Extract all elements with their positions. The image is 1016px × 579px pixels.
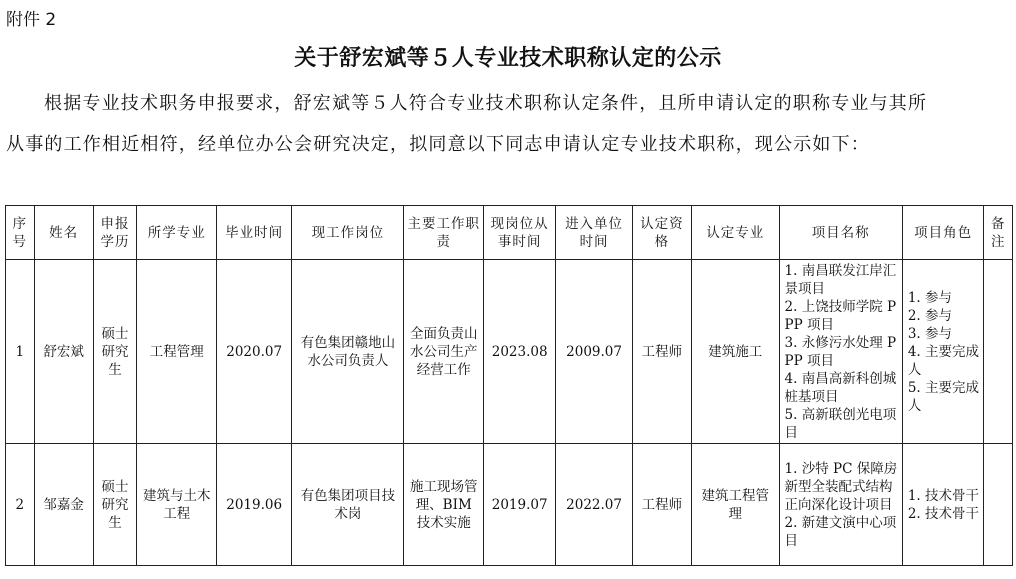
person-name: 邹嘉金 [34,444,93,566]
header-cell: 现岗位从事时间 [483,206,555,260]
header-cell: 序号 [6,206,35,260]
remark [984,444,1013,566]
main-duties: 施工现场管理、BIM 技术实施 [404,444,484,566]
role-item: 3. 参与 [907,325,953,342]
attachment-label: 附件 2 [6,10,57,30]
project-list [779,444,902,566]
major: 建筑与土木工程 [137,444,217,566]
degree: 硕士研究生 [93,260,137,444]
header-cell: 认定专业 [691,206,779,260]
qualification: 工程师 [632,444,691,566]
header-cell: 所学专业 [137,206,217,260]
specialty: 建筑施工 [691,260,779,444]
graduation-time: 2020.07 [216,260,291,444]
header-cell: 备注 [984,206,1013,260]
project-item: 2. 上饶技师学院 PPP 项目 [784,298,897,333]
remark [984,260,1013,444]
role-list [902,444,984,566]
project-list [779,260,902,444]
row-number: 1 [6,260,35,444]
post-start-time: 2019.07 [483,444,555,566]
specialty: 建筑工程管理 [691,444,779,566]
table-row [6,260,1013,444]
header-cell: 申报学历 [93,206,137,260]
qualification: 工程师 [632,260,691,444]
project-item: 4. 南昌高新科创城桩基项目 [784,370,897,405]
project-item: 5. 高新联创光电项目 [784,406,897,441]
current-position: 有色集团赣地山水公司负责人 [292,260,404,444]
join-time: 2009.07 [556,260,632,444]
row-number: 2 [6,444,35,566]
header-cell: 现工作岗位 [292,206,404,260]
header-cell: 项目角色 [902,206,984,260]
header-cell: 项目名称 [779,206,902,260]
project-item: 1. 沙特 PC 保障房新型全装配式结构正向深化设计项目 [784,460,898,513]
intro-paragraph: 根据专业技术职务申报要求，舒宏斌等５人符合专业技术职称认定条件，且所申请认定的职称专业与其所从事的工作相近相符，经单位办公会研究决定，拟同意以下同志申请认定专业技术职称，现公示如下： [6,93,928,155]
document-title: 关于舒宏斌等５人专业技术职称认定的公示 [294,45,722,71]
join-time: 2022.07 [556,444,632,566]
graduation-time: 2019.06 [216,444,291,566]
role-item: 2. 参与 [907,307,953,324]
header-cell: 主要工作职责 [404,206,484,260]
project-item: 3. 永修污水处理 PPP 项目 [784,334,897,369]
role-item: 1. 技术骨干 [907,487,980,504]
role-item: 4. 主要完成人 [907,343,980,378]
project-item: 1. 南昌联发江岸汇景项目 [784,262,897,297]
table-row [6,444,1013,566]
header-cell: 认定资格 [632,206,691,260]
header-cell: 毕业时间 [216,206,291,260]
table-header-row [6,206,1013,260]
project-item: 2. 新建文演中心项目 [784,514,897,549]
degree: 硕士研究生 [93,444,137,566]
role-item: 2. 技术骨干 [907,505,980,522]
header-cell: 进入单位时间 [556,206,632,260]
person-name: 舒宏斌 [34,260,93,444]
qualification-table [5,205,1013,566]
major: 工程管理 [137,260,217,444]
post-start-time: 2023.08 [483,260,555,444]
role-item: 1. 参与 [907,289,953,306]
main-duties: 全面负责山水公司生产经营工作 [404,260,484,444]
role-item: 5. 主要完成人 [907,379,980,414]
current-position: 有色集团项目技术岗 [292,444,404,566]
role-list [902,260,984,444]
header-cell: 姓名 [34,206,93,260]
